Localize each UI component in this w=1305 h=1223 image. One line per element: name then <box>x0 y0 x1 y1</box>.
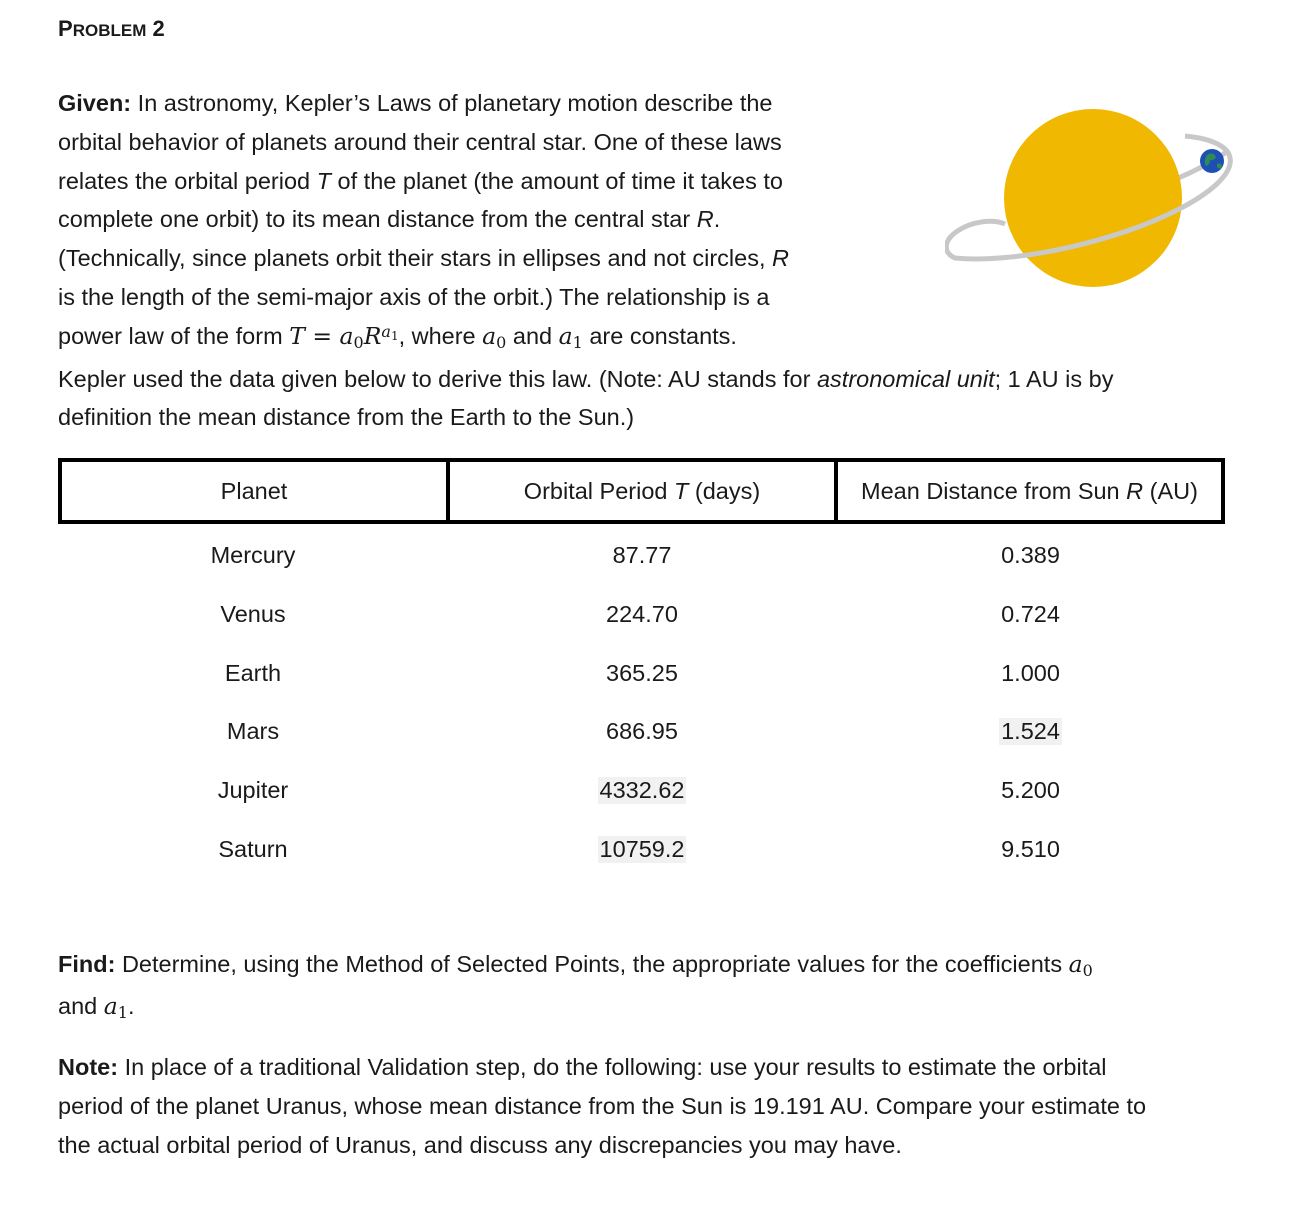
distance-cell: 1.524 <box>1001 717 1060 744</box>
note-label: Note: <box>58 1054 119 1080</box>
table-row <box>58 711 1225 751</box>
given-paragraph: Given: In astronomy, Kepler’s Laws of planetary motion describe the orbital behavior of planets around their central star. One of these laws relates the orbital period T of the planet (the amount of time it takes to complete one orbit) to its mean distance from the central star R. (Technically, since planets orbit their stars in ellipses and not circles, R is the length of the semi-major axis of the orbit.) The relationship is a power law of the form $T = a0R^{a1}$, where a0 and a1 are constants. Kepler used the data given below to derive this law. (Note: AU stands for astronomical unit; 1 AU is by definition the mean distance from the Earth to the Sun.) <box>58 90 1114 431</box>
header-period: Orbital Period T (days) <box>446 458 838 524</box>
header-distance: Mean Distance from Sun R (AU) <box>834 458 1225 524</box>
find-paragraph: Find: Determine, using the Method of Selected Points, the appropriate values for the coefficients a0 and a1. <box>58 950 1093 1022</box>
planet-icon <box>1200 149 1224 173</box>
planet-name-cell: Mars <box>226 717 280 744</box>
period-cell: 224.70 <box>606 600 678 627</box>
table-row <box>58 829 1225 869</box>
power-law-equation: $T = a0R^{a1}$ <box>289 321 399 353</box>
distance-cell: 1.000 <box>1001 659 1060 686</box>
planet-name-cell: Venus <box>220 600 286 627</box>
find-label: Find: <box>58 951 116 977</box>
table-row <box>58 594 1225 634</box>
table-row <box>58 770 1225 810</box>
distance-cell: 9.510 <box>1001 835 1060 862</box>
sun-orbit-icon <box>945 100 1245 310</box>
period-cell: 365.25 <box>606 659 678 686</box>
planet-name-cell: Jupiter <box>217 776 289 803</box>
table-header <box>58 458 1225 522</box>
table-row <box>58 653 1225 693</box>
given-label: Given: <box>58 90 132 116</box>
sun-icon <box>1004 109 1182 287</box>
distance-cell: 0.389 <box>1001 541 1060 568</box>
note-paragraph: Note: In place of a traditional Validation step, do the following: use your results to estimate the orbital period of the planet Uranus, whose mean distance from the Sun is 19.191 AU. Compare your estimate to the actual orbital period of Uranus, and discuss any discrepancies you may have. <box>58 1054 1147 1158</box>
header-planet: Planet <box>58 458 450 524</box>
distance-cell: 0.724 <box>1001 600 1060 627</box>
period-cell: 10759.2 <box>599 835 685 862</box>
period-cell: 686.95 <box>606 717 678 744</box>
distance-cell: 5.200 <box>1001 776 1060 803</box>
period-cell: 87.77 <box>612 541 672 568</box>
problem-title: PROBLEM 2 <box>58 16 165 41</box>
planet-name-cell: Saturn <box>218 835 288 862</box>
planet-name-cell: Mercury <box>210 541 296 568</box>
table-row <box>58 535 1225 575</box>
period-cell: 4332.62 <box>599 776 685 803</box>
planet-name-cell: Earth <box>224 659 282 686</box>
